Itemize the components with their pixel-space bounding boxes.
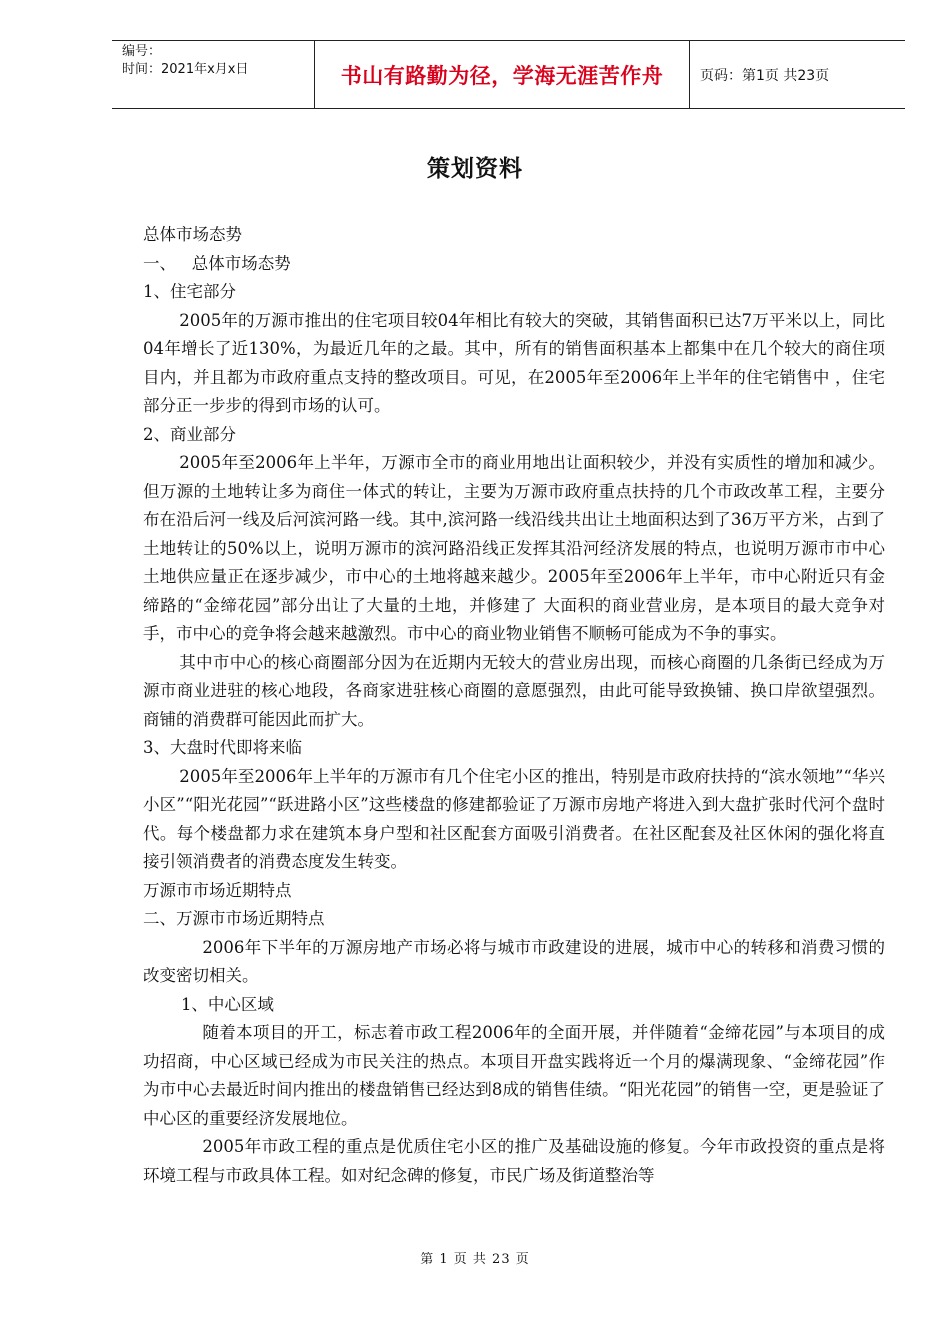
time-label: 时间：2021年x月x日 (122, 62, 249, 77)
paragraph: 2005年的万源市推出的住宅项目较04年相比有较大的突破，其销售面积已达7万平米以上，同比04年增长了近130%，为最近几年的之最。其中，所有的销售面积基本上都集中在几个较大的商住项目内，并且都为市政府重点支持的整改项目。可见，在2005年至2006年上半年的住宅销售中 ，住宅部分正一步步的得到市场的认可。 (143, 310, 885, 415)
paragraph: 2005年至2006年上半年，万源市全市的商业用地出让面积较少，并没有实质性的增加和减少。但万源的土地转让多为商住一体式的转让，主要为万源市政府重点扶持的几个市政改革工程，主要分布在沿后河一线及后河滨河路一线。其中,滨河路一线沿线共出让土地面积达到了36万平方米，占到了土地转让的50%以上，说明万源市的滨河路沿线正发挥其沿河经济发展的特点，也说明万源市市中心土地供应量正在逐步减少，市中心的土地将越来越少。2005年至2006年上半年，市中心附近只有金缔路的“金缔花园”部分出让了大量的土地，并修建了 大面积的商业营业房，是本项目的最大竞争对手，市中心的竞争将会越来越激烈。市中心的商业物业销售不顺畅可能成为不争的事实。 (143, 453, 885, 643)
subheading: 1、住宅部分 (143, 282, 236, 301)
number-label: 编号： (122, 44, 162, 59)
heading: 总体市场态势 (143, 225, 242, 244)
page-footer: 第 1 页 共 23 页 (420, 1252, 530, 1267)
heading: 一、 总体市场态势 (143, 253, 291, 273)
paragraph: 其中市中心的核心商圈部分因为在近期内无较大的营业房出现，而核心商圈的几条街已经成为万源市商业进驻的核心地段，各商家进驻核心商圈的意愿强烈，由此可能导致换铺、换口岸欲望强烈。商铺的消费群可能因此而扩大。 (143, 652, 885, 729)
subheading: 1、中心区域 (180, 994, 274, 1014)
page-header (112, 40, 905, 109)
heading: 二、万源市市场近期特点 (143, 909, 325, 928)
document-body (143, 221, 885, 1190)
page-info: 页码：第1页 共23页 (700, 67, 830, 84)
motto: 书山有路勤为径，学海无涯苦作舟 (315, 41, 690, 108)
subheading: 3、大盘时代即将来临 (143, 738, 302, 757)
document-title: 策划资料 (427, 155, 523, 182)
subheading: 2、商业部分 (143, 424, 236, 444)
header-meta (112, 41, 315, 108)
paragraph: 2006年下半年的万源房地产市场必将与城市市政建设的进展，城市中心的转移和消费习惯的改变密切相关。 (143, 937, 885, 985)
heading: 万源市市场近期特点 (143, 880, 292, 900)
paragraph: 2005年市政工程的重点是优质住宅小区的推广及基础设施的修复。今年市政投资的重点是将环境工程与市政具体工程。如对纪念碑的修复，市民广场及街道整治等 (143, 1137, 885, 1185)
paragraph: 2005年至2006年上半年的万源市有几个住宅小区的推出，特别是市政府扶持的“滨水领地”“华兴小区”“阳光花园”“跃进路小区”这些楼盘的修建都验证了万源市房地产将进入到大盘扩张时代河个盘时代。每个楼盘都力求在建筑本身户型和社区配套方面吸引消费者。在社区配套及社区休闲的强化将直接引领消费者的消费态度发生转变。 (143, 766, 885, 871)
paragraph: 随着本项目的开工，标志着市政工程2006年的全面开展，并伴随着“金缔花园”与本项目的成功招商，中心区域已经成为市民关注的热点。本项目开盘实践将近一个月的爆满现象、“金缔花园”作为市中心去最近时间内推出的楼盘销售已经达到8成的销售佳绩。“阳光花园”的销售一空，更是验证了中心区的重要经济发展地位。 (143, 1023, 885, 1128)
